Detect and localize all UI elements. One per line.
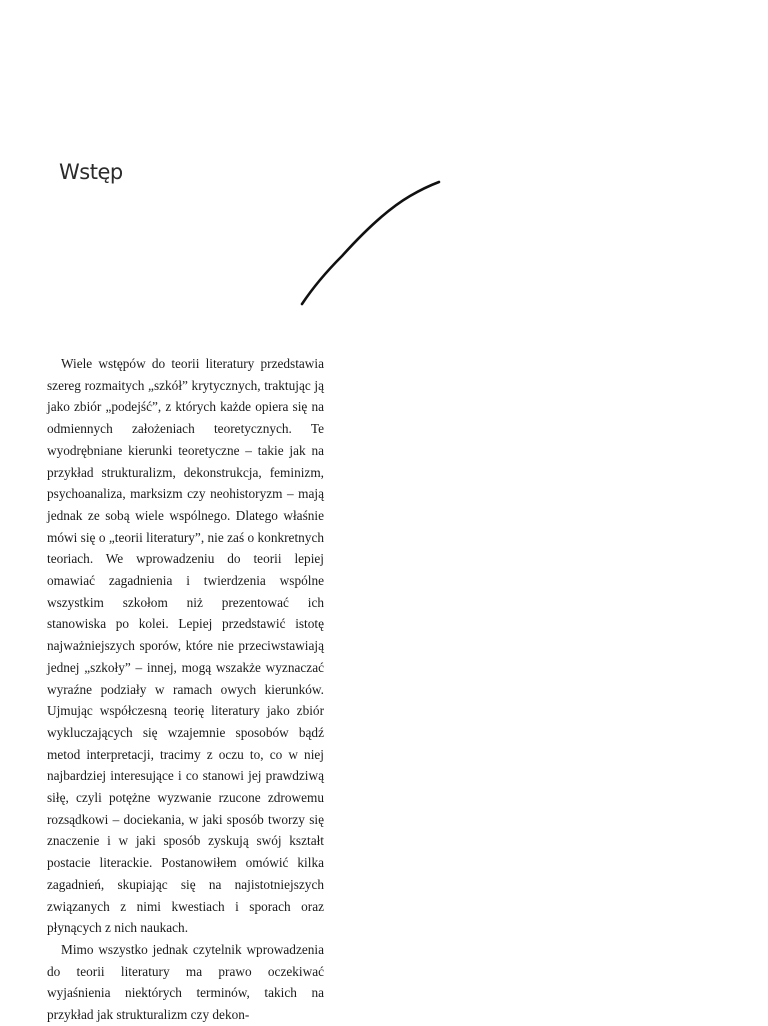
body-text (47, 353, 324, 1026)
decorative-ink-stroke (290, 172, 450, 312)
chapter-title: Wstęp (59, 160, 123, 184)
paragraph-1: Wiele wstępów do teorii literatury przedstawia szereg rozmaitych „szkół” krytycznych, traktując ją jako zbiór „podejść”, z których każde opiera się na odmiennych założeniach teoretycznych. Te wyodrębniane kierunki teoretyczne – takie jak na przykład strukturalizm, dekonstrukcja, feminizm, psychoanaliza, marksizm czy neohistoryzm – mają jednak ze sobą wiele wspólnego. Dlatego właśnie mówi się o „teorii literatury”, nie zaś o konkretnych teoriach. We wprowadzeniu do teorii lepiej omawiać zagadnienia i twierdzenia wspólne wszystkim szkołom niż prezentować ich stanowiska po kolei. Lepiej przedstawić istotę najważniejszych sporów, które nie przeciwstawiają jednej „szkoły” – innej, mogą wszakże wyznaczać wyraźne podziały w ramach owych kierunków. Ujmując współczesną teorię literatury jako zbiór wykluczających się wzajemnie sposobów bądź metod interpretacji, tracimy z oczu to, co w niej najbardziej interesujące i co stanowi jej prawdziwą siłę, czyli potężne wyzwanie rzucone zdrowemu rozsądkowi – dociekania, w jaki sposób tworzy się znaczenie i w jaki sposób zyskują swój kształt postacie literackie. Postanowiłem omówić kilka zagadnień, skupiając się na najistotniejszych związanych z nimi kwestiach i sporach oraz płynących z nich naukach. (47, 356, 324, 936)
paragraph-2: Mimo wszystko jednak czytelnik wprowadzenia do teorii literatury ma prawo oczekiwać wyjaśnienia niektórych terminów, takich na przykład jak strukturalizm czy dekon- (47, 941, 324, 1023)
